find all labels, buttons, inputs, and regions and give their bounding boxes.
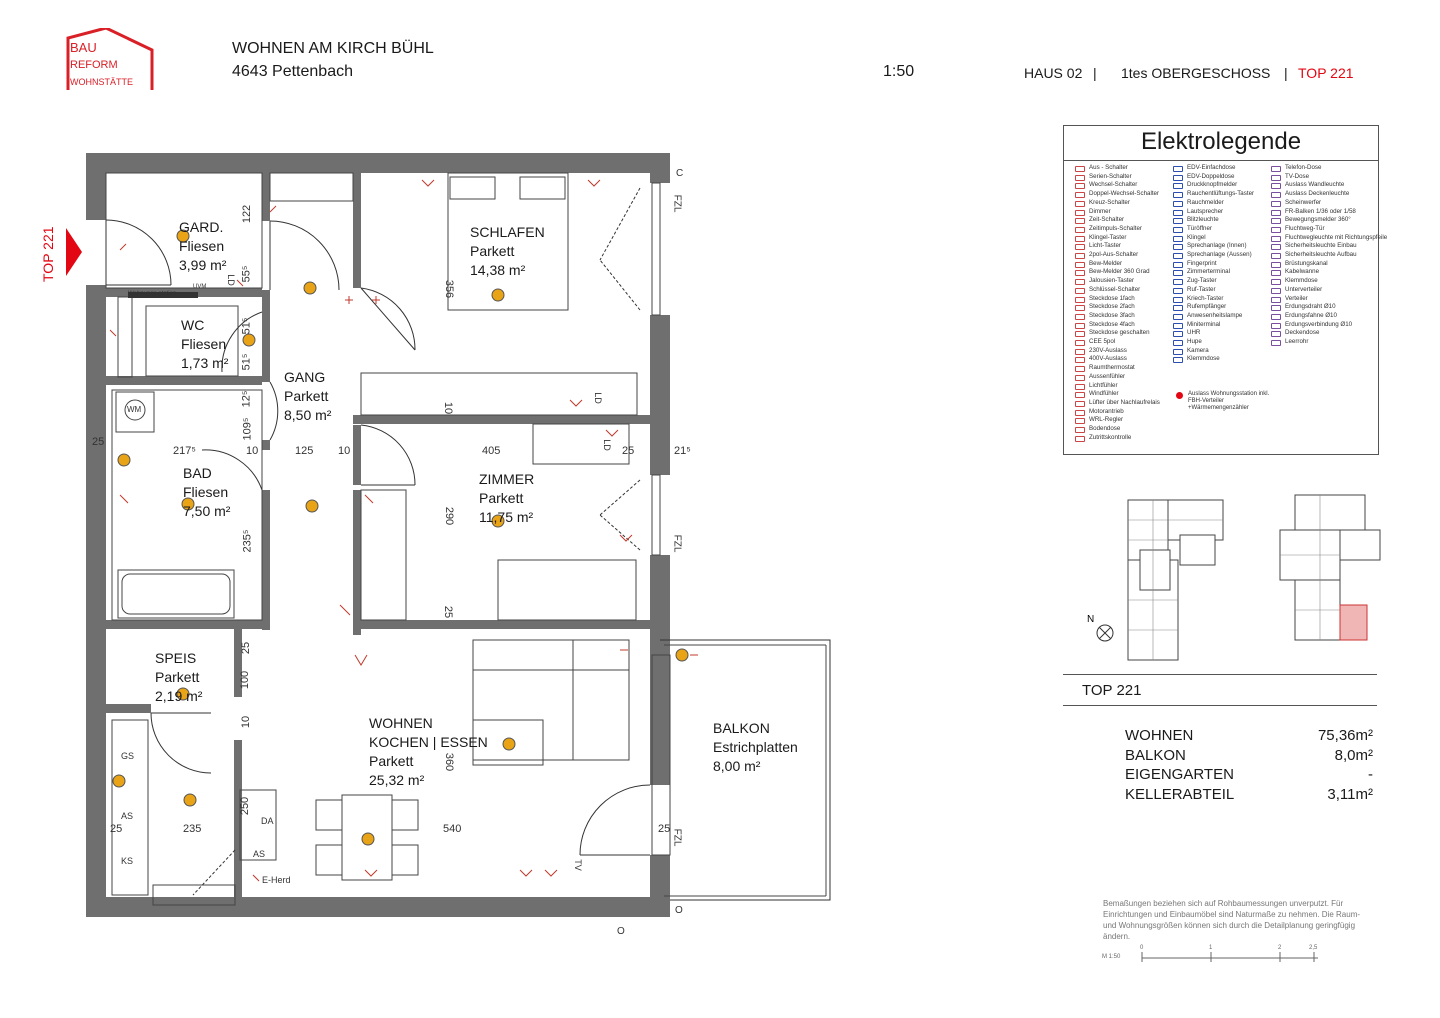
dimension: 235 [183, 823, 202, 835]
room-area: 1,73 m² [181, 355, 229, 371]
fixture-label: LD [601, 439, 612, 451]
disclaimer-note: Bemaßungen beziehen sich auf Rohbaumessungen unverputzt. Für Einrichtungen und Einbaumöbel sind Naturmaße zu nehmen. Die Raum- und Wohnungsgrößen können sich durch die Detailplanung geringfügig ändern. [1103, 899, 1361, 941]
legend-item: EDV-Doppeldose [1170, 173, 1254, 182]
legend-item: Kriech-Taster [1170, 295, 1254, 304]
room-gard [179, 218, 226, 275]
legend-item: Serien-Schalter [1072, 173, 1160, 182]
room-floor: Fliesen [183, 484, 229, 500]
room-floor: Parkett [284, 388, 329, 404]
scale-bar [1100, 940, 1330, 970]
fixture-label: GS [121, 751, 135, 761]
room-name: WOHNEN [369, 715, 433, 731]
walls [86, 153, 670, 917]
legend-item: 230V-Auslass [1072, 347, 1160, 356]
legend-item: Kamera [1170, 347, 1254, 356]
legend-item: Bew-Melder 360 Grad [1072, 268, 1160, 277]
dimension: 55⁵ [240, 265, 253, 283]
legend-item: Zug-Taster [1170, 277, 1254, 286]
scale-tick: 2 [1278, 945, 1282, 951]
legend-item: Steckdose 3fach [1072, 312, 1160, 321]
legend-column-3 [1268, 164, 1387, 347]
room-balkon [713, 719, 798, 776]
summary-row [1125, 786, 1373, 803]
dimension: 405 [482, 445, 501, 457]
summary-value: 8,0m² [1334, 747, 1373, 764]
room-schlafen [470, 223, 545, 280]
room-area: 7,50 m² [183, 503, 231, 519]
legend-item: Bew-Melder [1072, 260, 1160, 269]
room-area: 8,00 m² [713, 758, 761, 774]
room-floor: Parkett [470, 243, 515, 259]
legend-item: Dimmer [1072, 208, 1160, 217]
legend-item: Lüfter über Nachlaufrelais [1072, 399, 1160, 408]
fixture-label: AS [253, 849, 266, 859]
room-floor2: Parkett [369, 753, 414, 769]
room-area: 11,75 m² [479, 509, 534, 525]
dimension: 10 [442, 401, 455, 415]
legend-item: Aussenfühler [1072, 373, 1160, 382]
light-icon [503, 738, 515, 750]
header-separator: | [1093, 65, 1097, 81]
legend-item: Schlüssel-Schalter [1072, 286, 1160, 295]
fixture-label: DA [261, 816, 274, 826]
legend-item: Steckdose geschalten [1072, 329, 1160, 338]
legend-item: Jalousien-Taster [1072, 277, 1160, 286]
legend-item: UHR [1170, 329, 1254, 338]
room-bad [183, 464, 230, 521]
light-icon [304, 282, 316, 294]
room-name: GANG [284, 369, 326, 385]
legend-item: Raumthermostat [1072, 364, 1160, 373]
legend-item: Licht-Taster [1072, 242, 1160, 251]
legend-item: FR-Balken 1/36 oder 1/58 [1268, 208, 1387, 217]
room-area: 14,38 m² [470, 262, 526, 278]
dimension: 25 [622, 445, 635, 457]
legend-item: Sicherheitsleuchte Aufbau [1268, 251, 1387, 260]
room-floor: Parkett [155, 669, 200, 685]
legend-item: Kabelwanne [1268, 268, 1387, 277]
legend-item: WRL-Regler [1072, 416, 1160, 425]
room-name: GARD. [179, 219, 224, 235]
header-separator: | [1284, 65, 1288, 81]
dimension: 51⁵ [240, 317, 253, 335]
room-area: 2,19 m² [155, 688, 203, 704]
legend-item: Fingerprint [1170, 260, 1254, 269]
dimension: 10 [240, 715, 253, 729]
summary-title: TOP 221 [1082, 682, 1142, 699]
dimension: 12⁵ [240, 390, 253, 408]
legend-item: 2pol-Aus-Schalter [1072, 251, 1160, 260]
dimension: 25 [442, 605, 455, 619]
legend-item: Klingel [1170, 234, 1254, 243]
room-name: ZIMMER [479, 471, 535, 487]
legend-item: Hupe [1170, 338, 1254, 347]
legend-item: Fluchtwegleuchte mit Richtungspfeile [1268, 234, 1387, 243]
electrical-legend [1063, 125, 1388, 455]
scale-label: M 1:50 [1102, 954, 1121, 960]
fixture-label: WM [127, 405, 142, 414]
light-icon [113, 775, 125, 787]
summary-label: KELLERABTEIL [1125, 786, 1235, 803]
legend-item: Unterverteiler [1268, 286, 1387, 295]
summary-label: EIGENGARTEN [1125, 766, 1234, 783]
fixture-label: E-Herd [262, 875, 291, 885]
light-icon [492, 289, 504, 301]
room-floor: Estrichplatten [713, 739, 798, 755]
dimension: 25 [240, 641, 253, 655]
light-icon [243, 334, 255, 346]
legend-item: EDV-Einfachdose [1170, 164, 1254, 173]
dimension: 109⁵ [241, 417, 254, 441]
dimension: 25 [658, 823, 671, 835]
fixture-label: C [676, 168, 684, 179]
room-zimmer [479, 470, 534, 527]
legend-item: Auslass Wandleuchte [1268, 181, 1387, 190]
room-wc [181, 316, 228, 373]
legend-item: Anwesenheitslampe [1170, 312, 1254, 321]
entry-arrow-icon [66, 228, 82, 276]
legend-item: Bewegungsmelder 360° [1268, 216, 1387, 225]
summary-value: 75,36m² [1317, 727, 1373, 744]
legend-item: Klemmdose [1170, 355, 1254, 364]
legend-column-1 [1072, 164, 1160, 443]
legend-item: Zutrittskontrolle [1072, 434, 1160, 443]
legend-item: Erdungsverbindung Ø10 [1268, 321, 1387, 330]
fixture-label: Wohnungs-station [128, 291, 177, 297]
dimension: 122 [241, 204, 254, 224]
room-name: WC [181, 317, 205, 333]
summary-value: - [1368, 766, 1373, 783]
legend-item: Erdungsdraht Ø10 [1268, 303, 1387, 312]
legend-item: Türöffner [1170, 225, 1254, 234]
dimension: 540 [443, 823, 462, 835]
room-floor: KOCHEN | ESSEN [369, 734, 488, 750]
entry-label: TOP 221 [40, 226, 56, 282]
legend-item: Blitzleuchte [1170, 216, 1254, 225]
room-speis [155, 649, 202, 706]
fixture-label: O [617, 926, 625, 937]
key-plans [1085, 490, 1385, 670]
project-title: WOHNEN AM KIRCH BÜHL [232, 40, 434, 57]
legend-item: Windfühler [1072, 390, 1160, 399]
fixture-label: TV [572, 859, 583, 871]
room-area: 25,32 m² [369, 772, 425, 788]
fixture-label: KS [121, 856, 134, 866]
dimension: 51⁵ [240, 353, 253, 371]
legend-item: TV-Dose [1268, 173, 1387, 182]
logo-line1: BAU [70, 40, 97, 55]
room-name: BAD [183, 465, 212, 481]
legend-item: CEE 5pol [1072, 338, 1160, 347]
legend-item: Brüstungskanal [1268, 260, 1387, 269]
legend-item: Doppel-Wechsel-Schalter [1072, 190, 1160, 199]
legend-item: Zeit-Schalter [1072, 216, 1160, 225]
legend-item: Scheinwerfer [1268, 199, 1387, 208]
legend-station-note: Auslass Wohnungsstation inkl. FBH-Verteiler +Wärmemengenzähler [1174, 391, 1278, 412]
dimension: 360 [443, 752, 456, 772]
legend-item: Bodendose [1072, 425, 1160, 434]
room-floor: Fliesen [181, 336, 227, 352]
light-icon [118, 454, 130, 466]
legend-item: Klingel-Taster [1072, 234, 1160, 243]
legend-item: Druckknopfmelder [1170, 181, 1254, 190]
north-label: N [1087, 614, 1095, 625]
legend-item: Steckdose 4fach [1072, 321, 1160, 330]
dimension: 25 [110, 823, 123, 835]
legend-column-2 [1170, 164, 1254, 364]
fixture-label: FZL [671, 194, 683, 213]
light-icon [184, 794, 196, 806]
legend-item: Klemmdose [1268, 277, 1387, 286]
summary-label: WOHNEN [1125, 727, 1194, 744]
dimension: 100 [239, 670, 252, 690]
summary-row [1125, 727, 1373, 744]
dimension: 10 [246, 445, 259, 457]
fixture-label: LD [225, 274, 236, 286]
legend-item: Leerrohr [1268, 338, 1387, 347]
scale-tick: 1 [1209, 945, 1213, 951]
legend-item: Miniterminal [1170, 321, 1254, 330]
room-floor: Fliesen [179, 238, 225, 254]
dimension: 25 [92, 436, 105, 448]
light-icon [362, 833, 374, 845]
logo-line3: WOHNSTÄTTE [70, 77, 133, 87]
room-name: SCHLAFEN [470, 224, 545, 240]
dimension: 290 [443, 506, 456, 526]
legend-item: Sicherheitsleuchte Einbau [1268, 242, 1387, 251]
room-area: 3,99 m² [179, 257, 227, 273]
scale-tick: 0 [1140, 945, 1144, 951]
fixture-label: AS [121, 811, 134, 821]
summary-value: 3,11m² [1327, 786, 1373, 803]
legend-item: Rauchentlüftungs-Taster [1170, 190, 1254, 199]
legend-item: Fluchtweg-Tür [1268, 225, 1387, 234]
legend-item: Verteiler [1268, 295, 1387, 304]
fixture-label: FZL [671, 828, 683, 847]
room-gang [284, 368, 331, 425]
summary-row [1125, 766, 1373, 783]
legend-item: Sprechanlage (Aussen) [1170, 251, 1254, 260]
summary-row [1125, 747, 1373, 764]
unit-label: TOP 221 [1298, 65, 1354, 81]
legend-item: Erdungsfahne Ø10 [1268, 312, 1387, 321]
room-floor: Parkett [479, 490, 524, 506]
legend-item: Steckdose 2fach [1072, 303, 1160, 312]
partitions [106, 173, 830, 905]
legend-item: Telefon-Dose [1268, 164, 1387, 173]
legend-title: Elektrolegende [1140, 128, 1302, 155]
room-name: SPEIS [155, 650, 197, 666]
plan-scale: 1:50 [883, 63, 915, 80]
summary-label: BALKON [1125, 747, 1186, 764]
north-arrow-icon [1087, 614, 1113, 641]
dimension: 10 [338, 445, 351, 457]
light-icon [306, 500, 318, 512]
room-area: 8,50 m² [284, 407, 332, 423]
dimension: 356 [443, 279, 456, 299]
logo-line2: REFORM [70, 59, 118, 71]
fixture-label: FZL [671, 534, 683, 553]
legend-item: Auslass Deckenleuchte [1268, 190, 1387, 199]
legend-item: Kreuz-Schalter [1072, 199, 1160, 208]
legend-item: Lichtfühler [1072, 382, 1160, 391]
legend-item: Wechsel-Schalter [1072, 181, 1160, 190]
house-label: HAUS 02 [1024, 65, 1083, 81]
legend-item: 400V-Auslass [1072, 355, 1160, 364]
legend-item: Zimmerterminal [1170, 268, 1254, 277]
legend-item: Rufempfänger [1170, 303, 1254, 312]
dimension: 250 [239, 796, 252, 816]
room-wohnen [369, 714, 488, 790]
fixture-label: UVM [193, 284, 207, 290]
dimension: 21⁵ [674, 445, 691, 457]
room-name: BALKON [713, 720, 770, 736]
legend-item: Sprechanlage (Innen) [1170, 242, 1254, 251]
legend-item: Zeitimpuls-Schalter [1072, 225, 1160, 234]
legend-item: Motorantrieb [1072, 408, 1160, 417]
legend-item: Steckdose 1fach [1072, 295, 1160, 304]
project-address: 4643 Pettenbach [232, 63, 353, 80]
legend-item: Deckendose [1268, 329, 1387, 338]
dimension: 125 [295, 445, 314, 457]
light-icon [676, 649, 688, 661]
dimension: 217⁵ [173, 445, 196, 457]
fixture-label: LD [592, 392, 603, 404]
legend-item: Lautsprecher [1170, 208, 1254, 217]
legend-item: Ruf-Taster [1170, 286, 1254, 295]
station-dot-icon [1176, 392, 1183, 399]
fixture-label: O [675, 905, 683, 916]
legend-item: Rauchmelder [1170, 199, 1254, 208]
floor-label: 1tes OBERGESCHOSS [1121, 65, 1271, 81]
legend-item: Aus - Schalter [1072, 164, 1160, 173]
scale-tick: 2,5 [1309, 945, 1318, 951]
dimension: 235⁵ [241, 529, 254, 553]
